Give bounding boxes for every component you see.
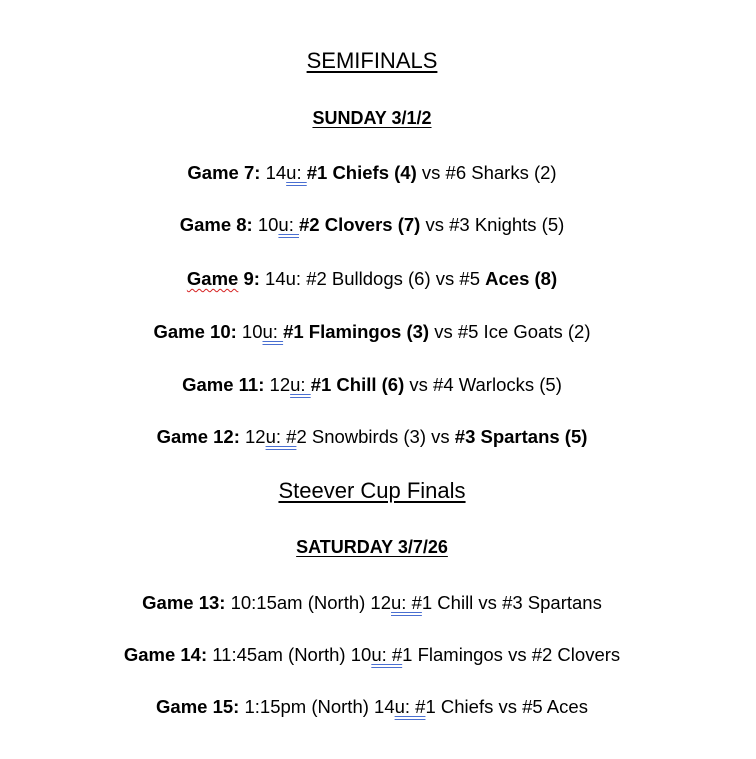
spell-flagged-text: u: [286,162,307,183]
age-group: 10 [257,214,279,235]
game-time-location: 10:15am (North) 12 [230,592,392,613]
game-time-location: 11:45am (North) 10 [212,644,372,665]
game-label: Game 11: [182,374,265,395]
matchup-rest: 2 Snowbirds (3) vs [296,426,455,447]
finals-heading: Steever Cup Finals [278,478,466,503]
age-group: 14 [265,162,287,183]
spell-flagged-text: u: # [265,426,297,447]
game-7-line [0,162,744,184]
winner-team: #3 Spartans (5) [454,426,588,447]
matchup-rest: 1 Flamingos vs #2 Clovers [402,644,621,665]
winner-team: Aces (8) [485,268,558,289]
age-group: 12 [269,374,291,395]
game-15-line [0,696,744,718]
spell-flagged-text: u: [262,321,284,342]
spell-flagged-text: u: # [394,696,426,717]
matchup-rest: 1 Chiefs vs #5 Aces [425,696,588,717]
winner-team: #1 Chill (6) [310,374,405,395]
spell-flagged-text: u: [278,214,299,235]
game-label: Game 7: [187,162,261,183]
winner-team: #1 Flamingos (3) [283,321,430,342]
matchup-rest: vs #5 Ice Goats (2) [429,321,591,342]
game-10-line [0,321,744,343]
game-label: Game 12: [156,426,240,447]
matchup-rest: vs #6 Sharks (2) [416,162,557,183]
spell-flagged-text: u: # [371,644,403,665]
game-9-line [0,268,744,290]
game-label: Game 10: [153,321,237,342]
game-11-line [0,374,744,396]
game-8-line [0,214,744,236]
matchup-rest: vs #3 Knights (5) [420,214,565,235]
semifinals-date: SUNDAY 3/1/2 [312,108,432,128]
spell-flagged-text: u: [290,374,311,395]
winner-team: #1 Chiefs (4) [306,162,417,183]
game-label: Game 8: [179,214,253,235]
spell-flagged-word: Game [186,268,239,289]
winner-team: #2 Clovers (7) [299,214,421,235]
game-label: 9: [238,268,260,289]
spell-flagged-text: u: # [391,592,422,613]
finals-date: SATURDAY 3/7/26 [296,537,448,557]
game-time-location: 1:15pm (North) 14 [244,696,395,717]
age-group: 12 [245,426,266,447]
matchup-text: 14u: #2 Bulldogs (6) vs #5 [265,268,486,289]
game-label: Game 13: [142,592,226,613]
semifinals-heading: SEMIFINALS [306,48,438,73]
game-label: Game 15: [156,696,240,717]
age-group: 10 [241,321,263,342]
game-label: Game 14: [123,644,208,665]
game-14-line [0,644,744,666]
matchup-rest: 1 Chill vs #3 Spartans [421,592,602,613]
matchup-rest: vs #4 Warlocks (5) [404,374,562,395]
game-13-line [0,592,744,614]
game-12-line [0,426,744,448]
